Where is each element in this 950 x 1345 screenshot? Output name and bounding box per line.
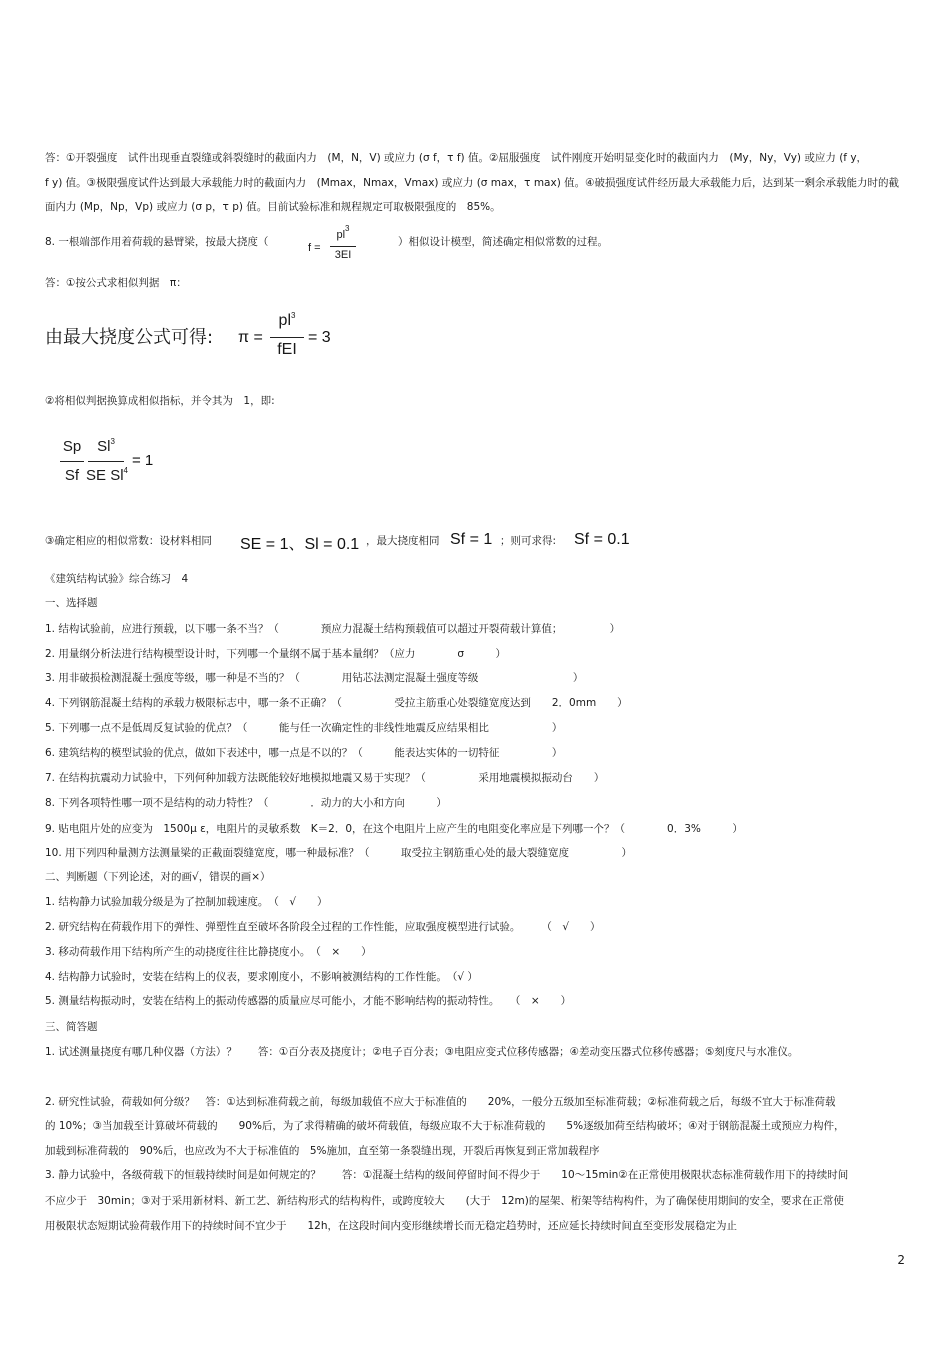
step-3-equation-1: SE = 1、Sl = 0.1: [240, 536, 360, 553]
answer-8-step-3-c: ；则可求得:: [500, 535, 557, 547]
short-answer-line: 用极限状态短期试验荷载作用下的持续时间不宜少于 12h，在这段时间内变形继续增长而无稳定趋势时，还应延长持续时间直至变形发展稳定为止: [45, 1220, 738, 1232]
section-judge-heading: 二、判断题（下列论述，对的画√，错误的画×）: [45, 871, 271, 883]
indicator-den-a: Sf: [64, 467, 80, 484]
short-answer-line: 3. 静力试验中，各级荷载下的恒载持续时间是如何规定的？ 答：①混凝土结构的级间停留时间不得少于 10～15min②在正常使用极限状态标准荷载作用下的持续时间: [45, 1169, 849, 1181]
judge-item: 2. 研究结构在荷载作用下的弹性、弹塑性直至破坏各阶段全过程的工作性能，应取强度模型进行试验。 （ √ ）: [45, 921, 601, 933]
choice-item: 3. 用非破损检测混凝土强度等级，哪一种是不当的？（ 用钻芯法测定混凝土强度等级 ）: [45, 672, 584, 684]
pi-lhs: π =: [238, 329, 263, 346]
indicator-num-a: Sp: [62, 438, 82, 455]
short-answer-line: 2. 研究性试验，荷载如何分级？ 答：①达到标准荷载之前，每级加载值不应大于标准值的 20%，一般分五级加至标准荷载；②标准荷载之后，每级不宜大于标准荷载: [45, 1096, 836, 1108]
indicator-den-b: SE Sl$^4$: [86, 466, 128, 484]
indicator-rhs: = 1: [132, 452, 154, 469]
short-answer-line: 加载到标准荷载的 90%后，也应改为不大于标准值的 5%施加，直至第一条裂缝出现，开裂后再恢复到正常加载程序: [45, 1145, 600, 1157]
q8-formula-numerator: $pl^3$: [336, 224, 350, 241]
pi-rhs: = 3: [308, 329, 331, 346]
choice-item: 5. 下列哪一点不是低周反复试验的优点？（ 能与任一次确定性的非线性地震反应结果相比 ）: [45, 722, 563, 734]
section-short-heading: 三、简答题: [45, 1021, 98, 1033]
step-3-equation-2: Sf = 1: [450, 531, 493, 548]
q8-formula-denominator: 3EI: [334, 249, 352, 261]
judge-item: 5. 测量结构振动时，安装在结构上的振动传感器的质量应尽可能小，才能不影响结构的振动特性。 （ × ）: [45, 995, 572, 1007]
derive-label: 由最大挠度公式可得:: [45, 327, 214, 348]
short-answer-line: 的 10%；③当加载至计算破坏荷载的 90%后，为了求得精确的破坏荷载值，每级应取不大于标准荷载的 5%逐级加荷至结构破坏；④对于钢筋混凝土或预应力构件，: [45, 1120, 845, 1132]
q8-formula-lhs: f =: [308, 242, 321, 254]
choice-item: 1. 结构试验前，应进行预载，以下哪一条不当？（ 预应力混凝土结构预载值可以超过开裂荷载计算值； ）: [45, 623, 621, 635]
choice-item: 2. 用量纲分析法进行结构模型设计时，下列哪一个量纲不属于基本量纲？（应力 σ ）: [45, 648, 507, 660]
choice-item: 4. 下列钢筋混凝土结构的承载力极限标志中，哪一条不正确？（ 受拉主筋重心处裂缝宽度达到 2．0mm ）: [45, 697, 628, 709]
pi-fraction-bar: [270, 337, 304, 338]
step-3-equation-3: Sf = 0.1: [574, 531, 630, 548]
pi-denominator: fEI: [277, 341, 297, 358]
choice-item: 10. 用下列四种量测方法测量梁的正截面裂缝宽度，哪一种最标准？（ 取受拉主钢筋重心处的最大裂缝宽度 ）: [45, 847, 633, 859]
judge-item: 3. 移动荷载作用下结构所产生的动挠度往往比静挠度小。 （ × ）: [45, 946, 372, 958]
indicator-num-b: Sl$^3$: [97, 437, 115, 455]
short-answer-line: 1. 试述测量挠度有哪几种仪器（方法）？ 答：①百分表及挠度计；②电子百分表；③电阻应变式位移传感器；④差动变压器式位移传感器；⑤刻度尺与水准仪。: [45, 1046, 799, 1058]
answer-line-3: 面内力 (Mp，Np，Vp) 或应力 (σ p，τ p) 值。目前试验标准和规程规定可取极限强度的 85%。: [45, 201, 501, 213]
answer-8-step-1: 答：①按公式求相似判据 π：: [45, 277, 187, 289]
choice-item: 9. 贴电阻片处的应变为 1500μ ε，电阻片的灵敏系数 K＝2．0，在这个电阻片上应产生的电阻变化率应是下列哪一个？（ 0．3% ）: [45, 823, 743, 835]
indicator-bar-b: [88, 461, 124, 462]
answer-line-1: 答：①开裂强度 试件出现垂直裂缝或斜裂缝时的截面内力 (M，N，V) 或应力 (σ f，τ f) 值。②屈服强度 试件刚度开始明显变化时的截面内力 (My，Ny，Vy) 或应力 (f y，: [45, 152, 868, 164]
section-choice-heading: 一、选择题: [45, 597, 98, 609]
judge-item: 4. 结构静力试验时，安装在结构上的仪表，要求刚度小，不影响被测结构的工作性能。 （√ ）: [45, 971, 478, 983]
short-answer-line: 不应少于 30min；③对于采用新材料、新工艺、新结构形式的结构构件，或跨度较大 (大于 12m)的屋架、桁架等结构构件，为了确保使用期间的安全，要求在正常使: [45, 1195, 844, 1207]
choice-item: 8. 下列各项特性哪一项不是结构的动力特性？（ ．动力的大小和方向 ）: [45, 797, 447, 809]
answer-8-step-2: ②将相似判据换算成相似指标，并令其为 1，即:: [45, 395, 275, 407]
answer-line-2: f y) 值。③极限强度试件达到最大承载能力时的截面内力 (Mmax，Nmax，Vmax) 或应力 (σ max，τ max) 值。④破损强度试件经历最大承载能力后，达到某一剩余承载能力时的截: [45, 177, 900, 189]
pi-numerator: $pl^3$: [278, 311, 296, 329]
question-8-text-b: ）相似设计模型，简述确定相似常数的过程。: [398, 236, 608, 248]
page-number: 2: [897, 1253, 905, 1267]
practice-title: 《建筑结构试验》综合练习 4: [45, 573, 189, 585]
judge-item: 1. 结构静力试验加载分级是为了控制加载速度。 （ √ ）: [45, 896, 328, 908]
question-8-text-a: 8. 一根端部作用着荷载的悬臂梁，按最大挠度（: [45, 236, 269, 248]
answer-8-step-3-b: ，最大挠度相同: [366, 535, 440, 547]
q8-formula-fraction-bar: [330, 246, 356, 247]
answer-8-step-3-a: ③确定相应的相似常数：设材料相同: [45, 535, 212, 547]
choice-item: 7. 在结构抗震动力试验中，下列何种加载方法既能较好地模拟地震又易于实现？（ 采用地震模拟振动台 ）: [45, 772, 605, 784]
indicator-bar-a: [60, 461, 84, 462]
choice-item: 6. 建筑结构的模型试验的优点，做如下表述中，哪一点是不以的？（ 能表达实体的一切特征 ）: [45, 747, 563, 759]
